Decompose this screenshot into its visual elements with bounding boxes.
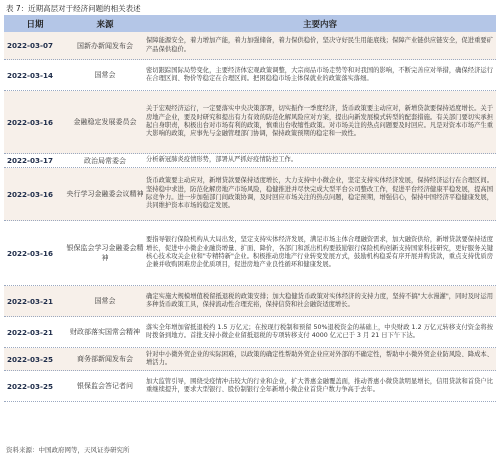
row-date: 2022-03-21 bbox=[7, 296, 53, 306]
row-content: 密切跟踪国际局势变化，主要经济体宏观政策调整，大宗商品市场走势等和对我国的影响，不断完善应对举措，确保经济运行在合理区间、物价等稳定在合理区间。把困稳稳市场主体保就业的政策落实落细。 bbox=[146, 66, 493, 82]
table-row bbox=[4, 286, 496, 317]
table-row bbox=[4, 317, 496, 348]
source-note: 资料来源：中国政府网等，天风证券研究所 bbox=[6, 446, 130, 454]
row-content: 落实全年增加留抵退税约 1.5 万亿元；在按现行税制和预留 50%退税资金的基础上，中央财政 1.2 万亿元转移支付资金将按时拨备到地方。首批支持小微企业留抵退税的专项转移支付 4000 亿元已于 3 月 21 日下午下达。 bbox=[146, 323, 493, 339]
table-row bbox=[4, 348, 496, 371]
table-row bbox=[4, 32, 496, 60]
row-date: 2022-03-21 bbox=[7, 327, 53, 337]
row-source: 商务部新闻发布会 bbox=[77, 355, 133, 363]
table-row bbox=[4, 371, 496, 402]
row-source: 金融稳定发展委员会 bbox=[73, 118, 137, 126]
header-content: 主要内容 bbox=[302, 19, 337, 30]
table-body bbox=[4, 32, 496, 402]
table-row bbox=[4, 91, 496, 154]
row-date: 2022-03-17 bbox=[7, 156, 53, 165]
row-source: 国常会 bbox=[94, 297, 116, 305]
table-row bbox=[4, 60, 496, 91]
row-content: 确定实施大规模增值税留抵退税的政策安排；加大稳健货币政策对实体经济的支持力度，坚持不搞"大水漫灌"，同时及时运用多种货币政策工具，保持流动性合理充裕，保持信贷和社会融资适度增长。 bbox=[146, 292, 493, 308]
row-date: 2022-03-14 bbox=[7, 70, 53, 80]
table-row bbox=[4, 221, 496, 286]
row-source: 财政部落实国常会精神 bbox=[70, 328, 140, 336]
row-content: 要指导银行保险机构从大局出发，坚定支持实体经济发展，满足市场主体合理融资需求，加大融资供给，新增贷款要保持适度增长，促进中小微企业融资增量、扩面、降价，各部门和派出机构要鼓励银行保险机构创新支持国家科技研究，更好服务关键核心技术攻关企业和"专精特新"企业。积极推动房地产行业转变发展方式，鼓励机构稳妥有序开展并购贷款，重点支持优质房企兼并收购困难房企优质项目，促进房地产业良性循环和健康发展。 bbox=[146, 236, 493, 269]
table-header bbox=[4, 15, 496, 32]
row-content: 针对中小微外贸企业的实际困难，以政策的确定性帮助外贸企业应对外部的不确定性，帮助中小微外贸企业防风险、降成本、增活力。 bbox=[146, 350, 493, 366]
row-source: 银保监会答记者问 bbox=[77, 382, 133, 390]
row-content: 分析新冠肺炎疫情形势，部署从严抓好疫情防控工作。 bbox=[146, 156, 298, 164]
row-date: 2022-03-07 bbox=[7, 41, 53, 50]
row-source: 国常会 bbox=[94, 71, 116, 79]
row-content: 加大监管引导，围绕受疫情冲击较大的行业和企业，扩大普惠金融覆盖面，推动普惠小微贷款明显增长，信用贷款和首贷户比重继续提升，要求大型银行、股份制银行全年新增小微企业首贷户数力争高于去年。 bbox=[146, 377, 493, 393]
row-date: 2022-03-16 bbox=[7, 189, 53, 199]
statements-table bbox=[4, 15, 496, 402]
row-date: 2022-03-25 bbox=[7, 354, 53, 364]
table-caption: 表 7：近期高层对于经济问题的相关表述 bbox=[6, 4, 141, 13]
table-row bbox=[4, 154, 496, 168]
row-source: 国新办新闻发布会 bbox=[77, 41, 133, 50]
row-source: 政治局常委会 bbox=[84, 156, 126, 165]
header-source: 来源 bbox=[96, 19, 114, 30]
header-date: 日期 bbox=[26, 19, 44, 30]
row-content: 货币政策要主动应对，新增贷款要保持适度增长，大力支持中小微企业，坚定支持实体经济发展，保持经济运行在合理区间。坚持稳中求进，防范化解房地产市场风险，稳健推进并尽快完成大型平台公司整改工作，促进平台经济健康平稳发展，提高国际竞争力。进一步加强部门间政策协调，及时回应市场关注的热点问题，稳定预期，增强信心，保持中国经济平稳健康发展，共同维护资本市场的稳定发展。 bbox=[146, 177, 493, 210]
row-date: 2022-03-25 bbox=[7, 381, 53, 391]
row-date: 2022-03-16 bbox=[7, 248, 53, 258]
table-row bbox=[4, 168, 496, 221]
row-date: 2022-03-16 bbox=[7, 117, 53, 127]
row-source: 央行学习金融委会议精神 bbox=[66, 190, 144, 198]
row-content: 保障能源安全，着力增加产能，着力加强储备，着力保供稳价，坚决守好民生用能底线；保障产业链供应链安全，促进重要矿产品保供稳价。 bbox=[146, 37, 493, 53]
row-source: 银保监会学习金融委会精神 bbox=[66, 244, 144, 262]
row-content: 关于宏观经济运行，一定要落实中央决策部署，切实振作一季度经济，货币政策要主动应对，新增贷款要保持适度增长。关于房地产企业，要及时研究和提出有力有效的防范化解风险应对方案，提出向新发展模式转型的配套措施。有关部门要切实承担起自身职责，积极出台对市场有利的政策，慎重出台收缩性政策。对市场关注的热点问题要及时回应。凡是对资本市场产生重大影响的政策，应事先与金融管理部门协调，保持政策预期的稳定和一致性。 bbox=[146, 105, 493, 138]
